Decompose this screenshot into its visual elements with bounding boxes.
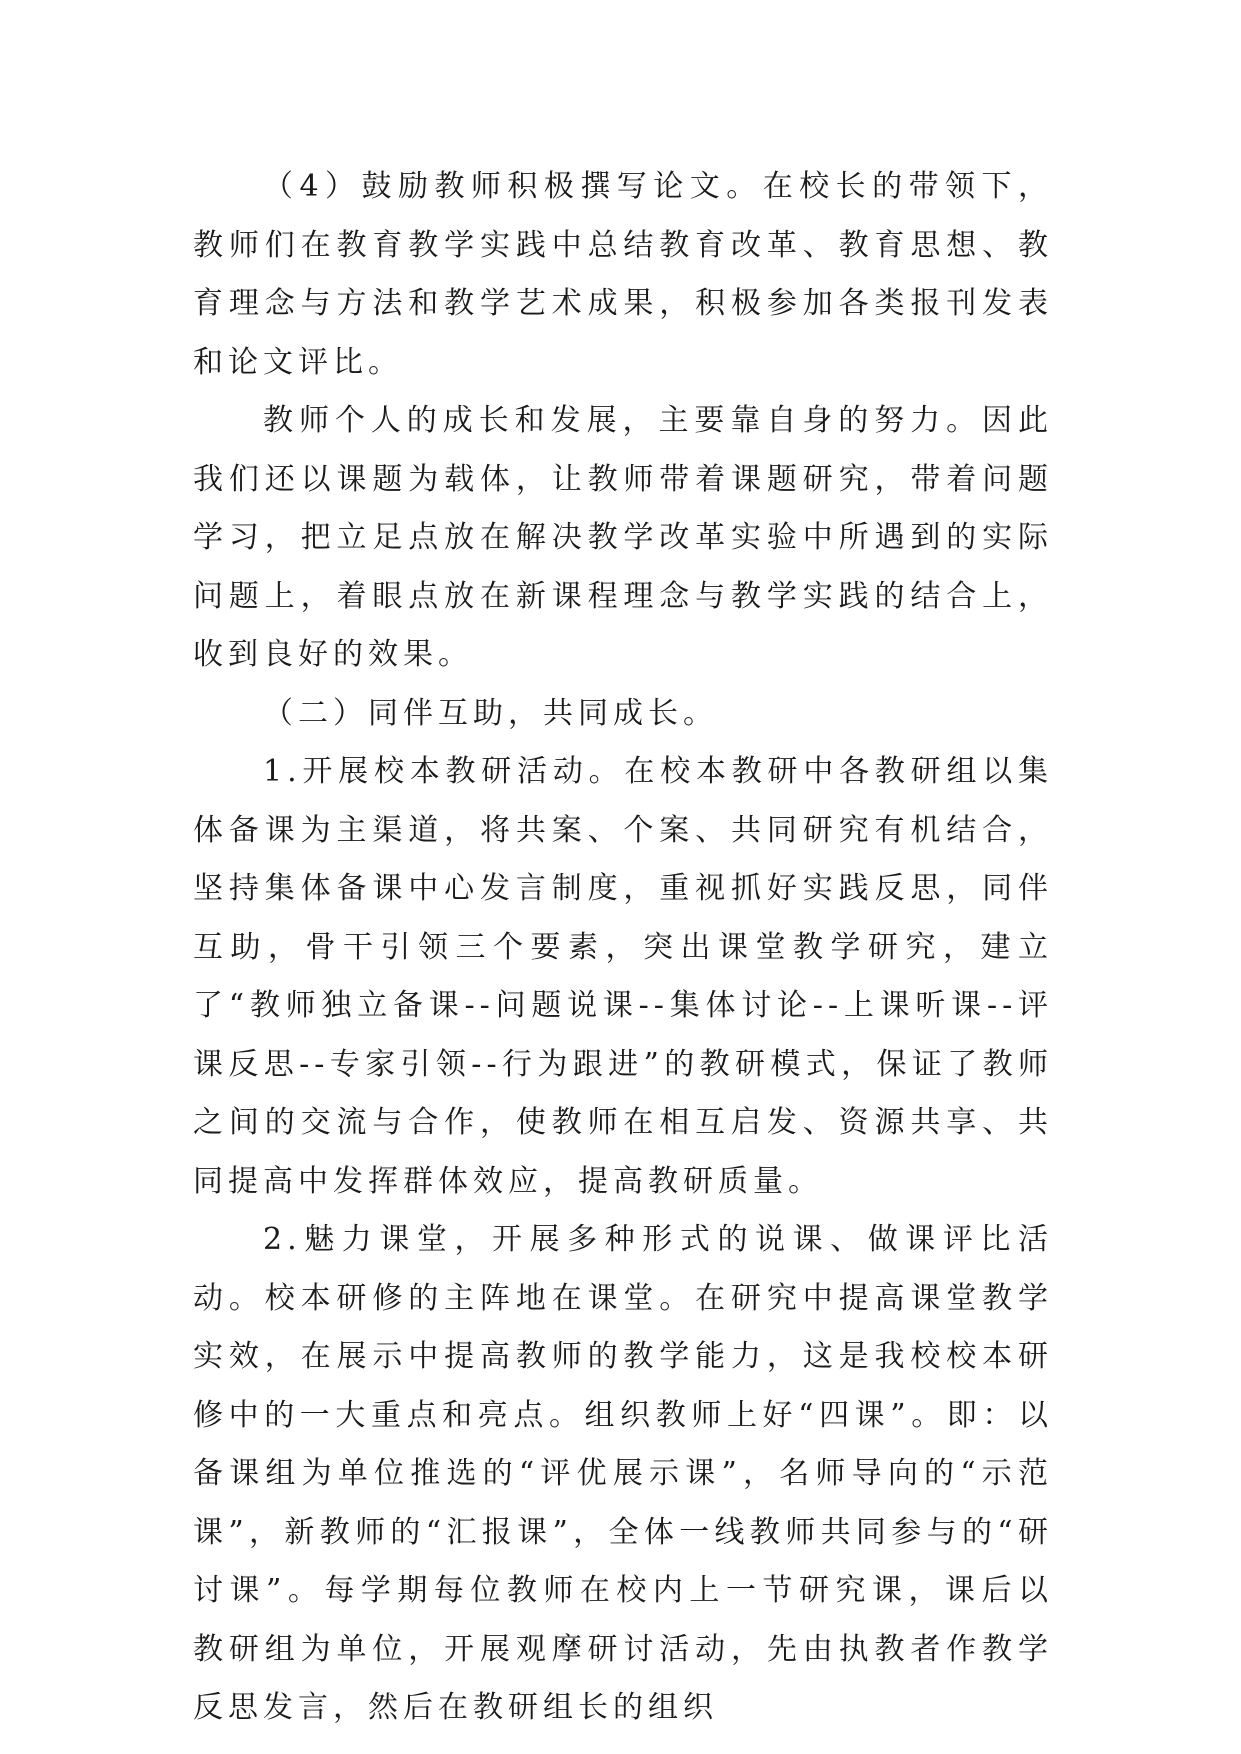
section-heading-peer-support: （二）同伴互助，共同成长。 xyxy=(263,695,718,731)
paragraph-charm-classroom: 2.魅力课堂，开展多种形式的说课、做课评比活动。校本研修的主阵地在课堂。在研究中提高课堂教学实效，在展示中提高教师的教学能力，这是我校校本研修中的一大重点和亮点。组织教师上好“四课”。即：以备课组为单位推选的“评优展示课”，名师导向的“示范课”，新教师的“汇报课”，全体一线教师共同参与的“研讨课”。每学期每位教师在校内上一节研究课，课后以教研组为单位，开展观摩研讨活动，先由执教者作教学反思发言，然后在教研组长的组织 xyxy=(193,1222,1053,1725)
paragraph-personal-growth: 教师个人的成长和发展，主要靠自身的努力。因此我们还以课题为载体，让教师带着课题研究，带着问题学习，把立足点放在解决教学改革实验中所遇到的实际问题上，着眼点放在新课程理念与教学实践的结合上，收到良好的效果。 xyxy=(193,403,1053,672)
paragraph-encourage-papers: （4）鼓励教师积极撰写论文。在校长的带领下，教师们在教育教学实践中总结教育改革、教育思想、教育理念与方法和教学艺术成果，积极参加各类报刊发表和论文评比。 xyxy=(193,169,1053,380)
document-body xyxy=(193,158,1053,1738)
paragraph-school-research: 1.开展校本教研活动。在校本教研中各教研组以集体备课为主渠道，将共案、个案、共同研究有机结合，坚持集体备课中心发言制度，重视抓好实践反思，同伴互助，骨干引领三个要素，突出课堂教学研究，建立了“教师独立备课--问题说课--集体讨论--上课听课--评课反思--专家引领--行为跟进”的教研模式，保证了教师之间的交流与合作，使教师在相互启发、资源共享、共同提高中发挥群体效应，提高教研质量。 xyxy=(193,754,1053,1199)
